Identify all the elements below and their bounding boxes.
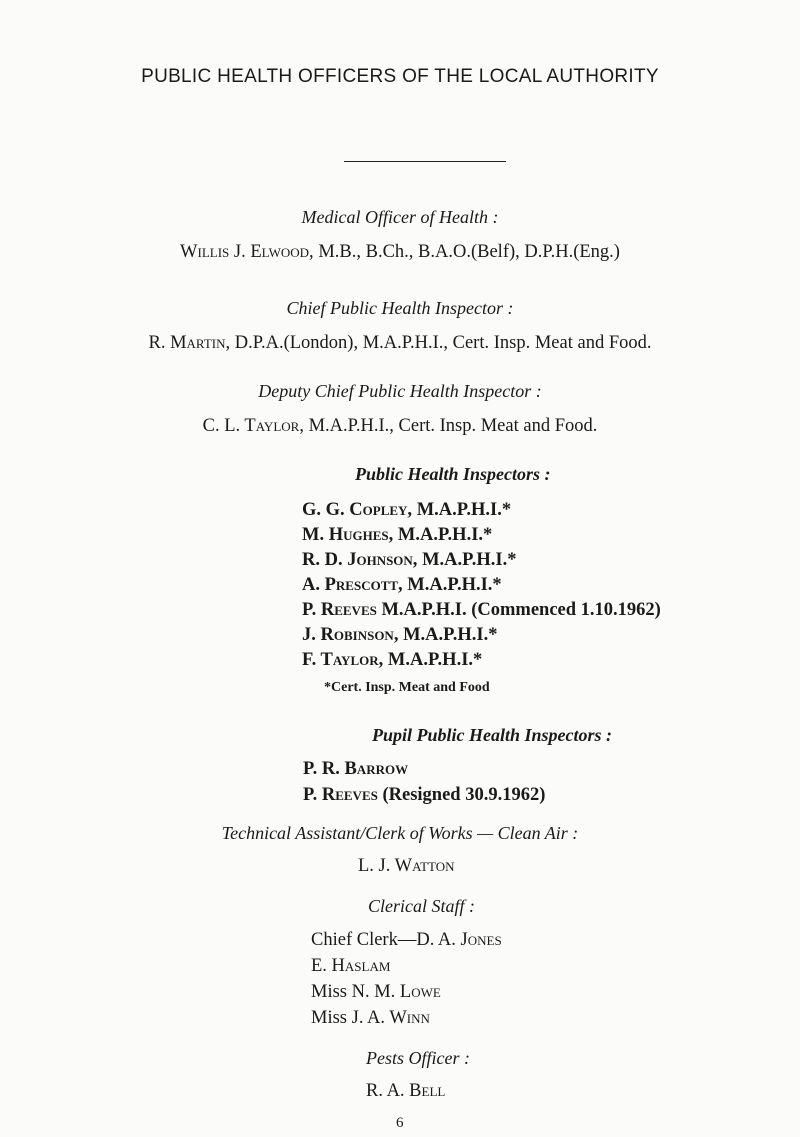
- technical-heading: Technical Assistant/Clerk of Works — Clean Air :: [221, 823, 579, 843]
- title-divider: [344, 161, 506, 162]
- pupil-heading: Pupil Public Health Inspectors :: [372, 725, 613, 745]
- list-item: G. G. Copley, M.A.P.H.I.*: [302, 500, 512, 520]
- page-number: 6: [396, 1115, 404, 1131]
- dcphi-name: C. L. Taylor,: [202, 416, 304, 436]
- cphi-name: R. Martin,: [148, 333, 231, 353]
- list-item: Chief Clerk—D. A. Jones: [311, 930, 502, 950]
- list-item: R. D. Johnson, M.A.P.H.I.*: [302, 550, 517, 570]
- moh-entry: [0, 242, 800, 263]
- phi-footnote: *Cert. Insp. Meat and Food: [324, 680, 490, 695]
- list-item: P. Reeves M.A.P.H.I. (Commenced 1.10.1962): [302, 600, 661, 620]
- list-item: P. Reeves (Resigned 30.9.1962): [303, 785, 546, 805]
- clerical-heading: Clerical Staff :: [368, 896, 475, 916]
- page-title: PUBLIC HEALTH OFFICERS OF THE LOCAL AUTHORITY: [141, 66, 659, 87]
- cphi-entry: [0, 333, 800, 354]
- moh-name: Willis J. Elwood,: [180, 242, 314, 262]
- list-item: A. Prescott, M.A.P.H.I.*: [302, 575, 502, 595]
- moh-quals: M.B., B.Ch., B.A.O.(Belf), D.P.H.(Eng.): [313, 242, 620, 262]
- cphi-heading: Chief Public Health Inspector :: [286, 298, 514, 318]
- moh-heading: Medical Officer of Health :: [301, 207, 499, 227]
- list-item: J. Robinson, M.A.P.H.I.*: [302, 625, 498, 645]
- technical-name: L. J. Watton: [358, 856, 455, 876]
- dcphi-quals: M.A.P.H.I., Cert. Insp. Meat and Food.: [303, 416, 598, 436]
- list-item: Miss J. A. Winn: [311, 1008, 430, 1028]
- list-item: M. Hughes, M.A.P.H.I.*: [302, 525, 493, 545]
- phi-heading: Public Health Inspectors :: [355, 464, 551, 484]
- pests-name: R. A. Bell: [366, 1081, 446, 1101]
- pests-heading: Pests Officer :: [366, 1048, 470, 1068]
- list-item: Miss N. M. Lowe: [311, 982, 441, 1002]
- list-item: E. Haslam: [311, 956, 391, 976]
- cphi-quals: D.P.A.(London), M.A.P.H.I., Cert. Insp. Meat and Food.: [230, 333, 652, 353]
- dcphi-heading: Deputy Chief Public Health Inspector :: [258, 381, 542, 401]
- list-item: P. R. Barrow: [303, 759, 409, 779]
- dcphi-entry: [0, 416, 800, 437]
- list-item: F. Taylor, M.A.P.H.I.*: [302, 650, 483, 670]
